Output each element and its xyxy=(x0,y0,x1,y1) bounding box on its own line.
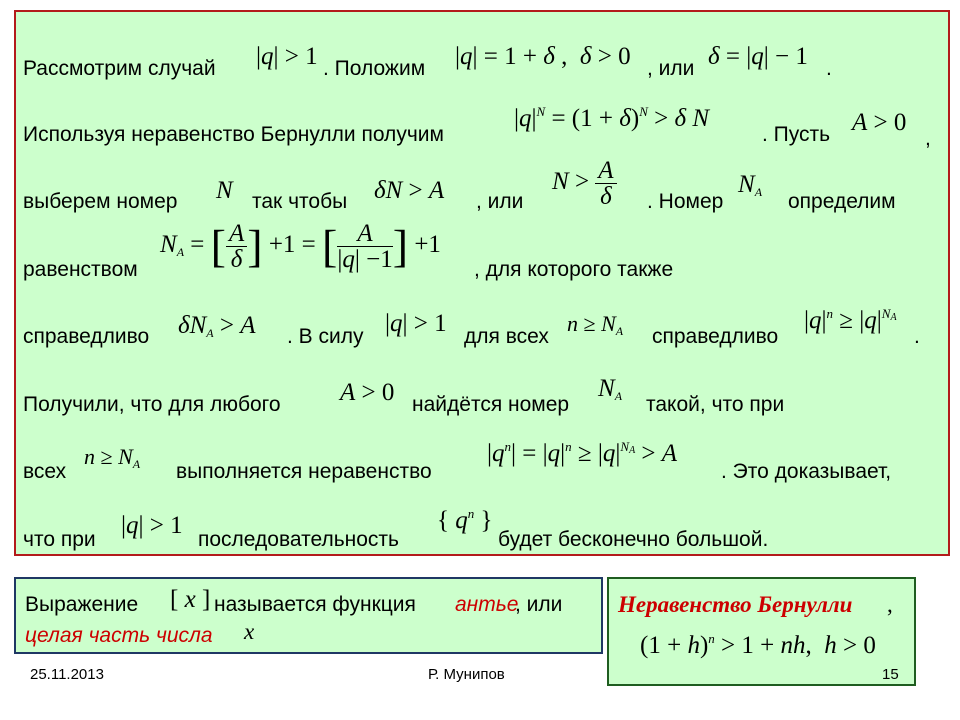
line5-text-e: . xyxy=(914,325,920,348)
line6-text-b: найдётся номер xyxy=(412,393,570,416)
line7-text-a: всех xyxy=(23,460,67,483)
line1-text-c: , или xyxy=(647,57,695,80)
bernoulli-title: Неравенство Бернулли xyxy=(618,592,853,617)
line5-text-a: справедливо xyxy=(23,325,150,348)
formula-delta-na-gt-a: δNA > A xyxy=(178,312,256,340)
line3-text-c: , или xyxy=(476,190,524,213)
formula-qn-geq-qna: $|q|^n \ge |q|^{NA}$ xyxy=(804,306,897,334)
formula-n-a-b: NA xyxy=(598,375,623,403)
line5-text-d: справедливо xyxy=(652,325,779,348)
formula-q-eq-1-plus-delta: |q| = 1 + δ , δ > 0 xyxy=(455,43,631,70)
formula-x: x xyxy=(244,619,255,644)
definition-text-1: Выражение xyxy=(25,593,139,616)
formula-sequence-qn: { $q^n$ } xyxy=(437,506,493,534)
line8-text-b: последовательность xyxy=(198,528,399,551)
formula-bernoulli-inequality: $(1 + h)^n > 1$ + nh, h > 0 xyxy=(640,631,876,659)
definition-term-antie: антье xyxy=(455,593,519,616)
line3-text-b: так чтобы xyxy=(252,190,348,213)
footer-page-number: 15 xyxy=(882,666,899,683)
formula-delta-n-gt-a: δN > A xyxy=(374,177,445,204)
formula-n-geq-na-b: n ≥ NA xyxy=(84,444,141,471)
bernoulli-title-comma: , xyxy=(887,592,893,617)
formula-a-gt-0: A > 0 xyxy=(852,109,907,136)
line4-text-a: равенством xyxy=(23,258,138,281)
line4-text-b: , для которого также xyxy=(474,258,674,281)
line2-text-a: Используя неравенство Бернулли получим xyxy=(23,123,444,146)
formula-bernoulli-estimate: $|q|^N = (1 + \delta)^N > \delta$ N xyxy=(514,104,710,132)
formula-n-gt-a-over-delta: N > $\frac{A}{\delta}$ xyxy=(552,158,617,209)
line8-text-a: что при xyxy=(23,528,96,551)
footer-author: Р. Мунипов xyxy=(428,666,505,683)
line7-text-c: . Это доказывает, xyxy=(721,460,892,483)
line5-text-b: . В силу xyxy=(287,325,364,348)
line6-text-c: такой, что при xyxy=(646,393,785,416)
formula-bracket-x: [ x ] xyxy=(170,586,211,613)
formula-n-a-definition: NA = [ $\frac{A}{\delta}$ ] +1 = [ $\frac{A}{|q| -1}$ ] +1 xyxy=(160,220,441,273)
definition-text-2: называется функция xyxy=(214,593,416,616)
formula-n: N xyxy=(216,177,233,204)
formula-abs-q-gt-1: |q| > 1 xyxy=(256,43,318,70)
definition-term-whole-part: целая часть числа xyxy=(25,624,213,647)
footer-date: 25.11.2013 xyxy=(30,666,104,683)
definition-text-3: , или xyxy=(515,593,563,616)
line3-text-e: определим xyxy=(788,190,896,213)
line8-text-c: будет бесконечно большой. xyxy=(498,528,769,551)
formula-abs-q-gt-1-c: |q| > 1 xyxy=(121,512,183,539)
line6-text-a: Получили, что для любого xyxy=(23,393,281,416)
line1-text-d: . xyxy=(826,57,832,80)
line2-text-b: . Пусть xyxy=(762,123,831,146)
line1-text-a: Рассмотрим случай xyxy=(23,57,216,80)
formula-delta-eq: δ = |q| − 1 xyxy=(708,43,808,70)
formula-abs-q-gt-1-b: |q| > 1 xyxy=(385,310,447,337)
line1-text-b: . Положим xyxy=(323,57,426,80)
line3-text-a: выберем номер xyxy=(23,190,178,213)
line2-text-c: , xyxy=(925,127,931,150)
formula-n-geq-na: n ≥ NA xyxy=(567,311,624,338)
formula-a-gt-0-b: A > 0 xyxy=(340,379,395,406)
line7-text-b: выполняется неравенство xyxy=(176,460,432,483)
formula-final-inequality: $|q^n| = |q|^n \ge |q|^{NA} > A$ xyxy=(487,439,678,467)
line3-text-d: . Номер xyxy=(647,190,724,213)
formula-n-a: NA xyxy=(738,171,763,199)
line5-text-c: для всех xyxy=(464,325,549,348)
